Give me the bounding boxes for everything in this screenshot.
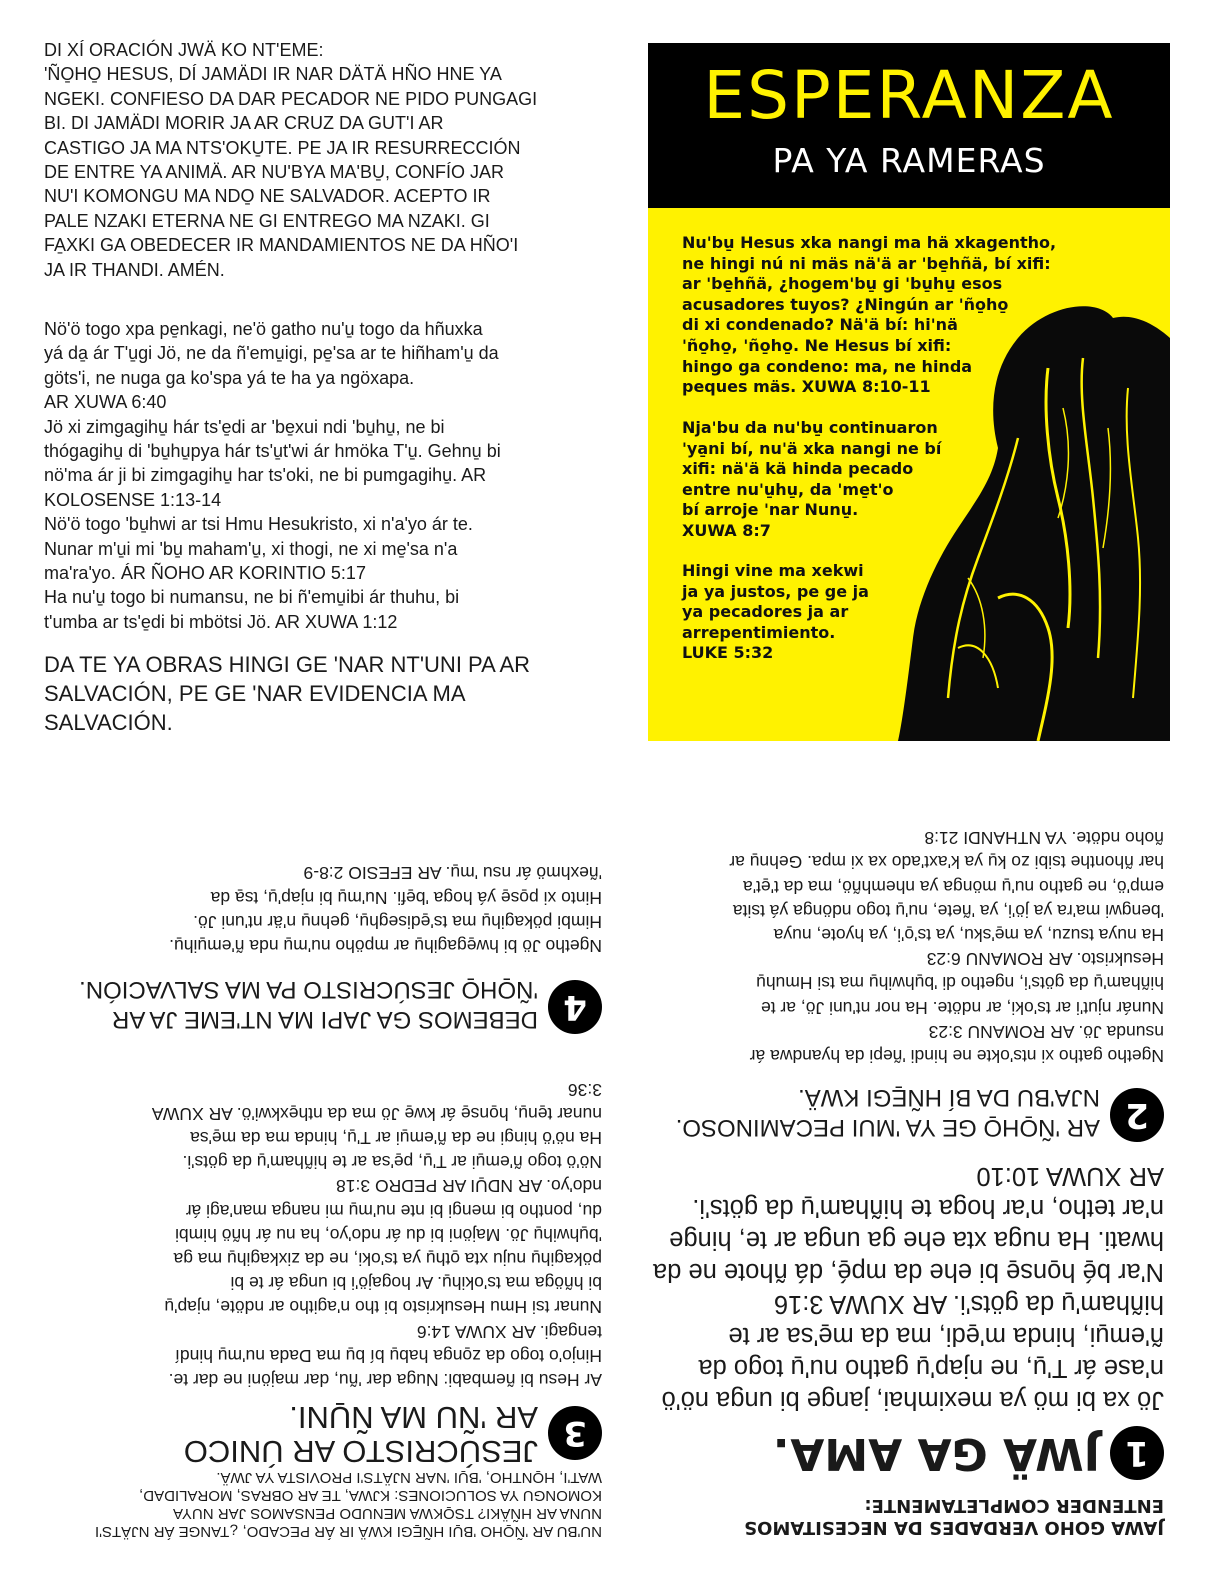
cover-panel [648,43,1170,741]
works-note: DA TE YA OBRAS HINGI GE 'NAR NT'UNI PA AR SALVACIÓN, PE GE 'NAR EVIDENCIA MA SALVACIÓN. [44,652,531,735]
cover-verse-john-8-10: Nu'bu̱ Hesus xka nangi ma hä xkagentho, ne hingi nú ni mäs nä'ä ar 'be̱hñä, bí xifi: ar 'be̱hñä, ¿hogem'bu̱ gi 'bu̱hu̱ esos acusadores tuyos? ¿Ningún ar 'ño̱ho̱ di xi condenado? Nä'ä bí: hi'nä 'ño̱ho̱, 'ño̱ho̱. Ne Hesus bí xifi: hingo ga condeno: ma, ne hinda peques mäs. XUWA 8:10-11 [682,233,1057,397]
truths-panel-1-2 [640,800,1176,1544]
step-1-title: JWÄ GA AMA. [772,1428,1100,1479]
step-1-number: 1 [1110,1426,1164,1480]
step-3-title: JESÚCRISTO AR ÚNICO AR 'ÑU MA ÑU̱NI. [183,1400,538,1469]
cover-header [648,43,1170,208]
step-3-number: 3 [548,1406,602,1460]
step-1-text: Jö xa bi mö ya meximhai, jange bi unga nö'ö n'ase ár T'u̱, ne njap'u̱ gatho nu'u̱ togo da ñ'emu̱i, hinda m'e̱di, ma da me̱'sa ar te hiñham'u̱ da göts'i. AR XUWA 3:16 N'ar bé̱ ho̱nse̱ bi ehe da mpé̱, dá ñhote ne da hwati. Ha nuga xta ehe ga unga ar te, hinge n'ar tetho, n'ar hoga te hiñham'u̱ da göts'i. AR XUWA 10:10 [653,1162,1164,1414]
truths-panel-3-4 [40,800,606,1544]
cover-verse-luke-5-32: Hingi vine ma xekwi ja ya justos, pe ge ja ya pecadores ja ar arrepentimiento. LUKE 5:32 [682,561,869,663]
cover-subtitle: PA YA RAMERAS [772,141,1046,180]
step-4-number: 4 [548,980,602,1034]
solutions-intro: NU'BU AR 'ÑO̱HO 'BU̱I HÑE̱GI KWÄ IR ÁR PECADO, ¿TANGE ÁR NJÄTS'I NUNA AR HÑÄKI? TSO̱KWA MENUDO PENSAMOS JAR NUYA KOMONGU YA SOLUCIONES: KJWA, TE AR OBRAS, MORALIDAD, WAT'I, HO̱NTHO, 'BU̱I 'NAR NJÄTS'I PROVISTA YA JWÄ. [94,1469,602,1540]
cover-title: ESPERANZA [703,57,1115,134]
salvation-prayer: DI XÍ ORACIÓN JWÄ KO NT'EME: 'ÑO̱HO̱ HESUS, DÍ JAMÄDI IR NAR DÄTÄ HÑO HNE YA NGEKI. CONFIESO DA DAR PECADOR NE PIDO PUNGAGI BI. DI JAMÄDI MORIR JA AR CRUZ DA GUT'I AR CASTIGO JA MA NTS'OKU̱TE. PE JA IR RESURRECCIÓN DE ENTRE YA ANIMÄ. AR NU'BYA MA'BU̱, CONFÍO JAR NU'I KOMONGU MA NDO̱ NE SALVADOR. ACEPTO IR PALE NZAKI ETERNA NE GI ENTREGO MA NZAKI. GI FA̱XKI GA OBEDECER IR MANDAMIENTOS NE DA HÑO'I JA IR THANDI. AMÉN. [44,40,538,280]
step-2-title: AR 'ÑO̱HO̱ GE YA 'MUI PECAMINOSO. NJA'BU DA BÍ HÑE̱GI KWÄ. [675,1084,1100,1141]
step-3-text: Ar Hesu bi ñembabi: Nuga dar 'ñu, dar majöni ne dar te. Hinjo'o togo da zo̱nga habu̱ bí bu̱ ma Dada nu'mu̱ hindí tengagi. AR XUWA 14:6 Nunar tsi Hmu Hesukristo bi tho n'agitho ar ndöte, njap'u̱ bi hñöga ma ts'okihu̱. Ar hogajö'i bi unga ár te bi pökagihu̱ nuju xta o̱thu̱ ya ts'oki, ne da zixkagihu̱ ma ga 'bu̱hwihu̱ Jö. Majöni bi du ár ndo'yo, ha nu ár hñö himbi du, pontho bi mengi bi nte nu'mu̱ mi nanga man'agi ár ndo'yo. AR NDU̱I AR PEDRO 3:18 Nö'ö togo ñ'emu̱i ar T'u̱, pe̱'sa ar te hiñham'u̱ da göts'i. Ha nö'ö hingi ne da ñ'emu̱i ar T'u̱, hinda ma da me̱'sa nunar te̱nu̱, ho̱nse̱ ár kwe̱ Jö ma da nthe̱xkwi'ö. AR XUWA 3:36 [151,1079,602,1390]
truths-header: JAWA GOHO VERDADES DA NECESITAMOS ENTENDER COMPLETAMENTE: [744,1495,1164,1538]
step-4-title: DEBEMOS GA JAPI MA NT'EME JA AR 'ÑO̱HO̱ JESÚCRISTO PA MA SALVACIÓN. [79,976,538,1033]
cover-verse-john-8-7: Nja'bu da nu'bu̱ continuaron 'ya̱ni bí, nu'ä xka nangi ne bí xifi: nä'ä kä hinda pecado entre nu'u̱hu̱, da 'me̱t'o bí arroje 'nar Nunu̱. XUWA 8:7 [682,418,942,540]
assurance-verses: Nö'ö togo xpa pe̱nkagi, ne'ö gatho nu'u̱ togo da hñuxka yá da̱ ár T'u̱gi Jö, ne da ñ'emu̱igi, pe̱'sa ar te hiñham'u̱ da göts'i, ne nuga ga ko'spa yá te ha ya ngöxapa. AR XUWA 6:40 Jö xi zimgagihu̱ hár ts'e̱di ar 'be̱xui ndi 'bu̱hu̱, ne bi thógagihu̱ di 'bu̱hu̱pya hár ts'u̱t'wi ár hmöka T'u̱. Gehnu̱ bi nö'ma ár ji bi zimgagihu̱ har ts'oki, ne bi pumgagihu̱. AR KOLOSENSE 1:13-14 Nö'ö togo 'bu̱hwi ar tsi Hmu Hesukristo, xi n'a'yo ár te. Nunar m'u̱i mi 'bu̱ maham'u̱, xi thogi, ne xi me̱'sa n'a ma'ra'yo. ÁR ÑOHO AR KORINTIO 5:17 Ha nu'u̱ togo bi numansu, ne bi ñ'emu̱ibi ár thuhu, bi t'umba ar ts'e̱di bi mbötsi Jö. AR XUWA 1:12 [44,319,501,632]
step-4-text: Ngetho Jö bi hwe̱gagihu̱ ar mpöho nu'mu̱ nda ñ'emu̱ihu̱. Himbi pökagihu̱ ma ts'e̱diseghu̱, gehnu̱ n'är nt'uni Jö. Hinto xi po̱se̱ yá hoga 'be̱fi. Nu'mu̱ bi njap'u̱, tsa̱ da 'ñexhmö ár nsu 'mu̱. AR EFESIO 2:8-9 [169,863,602,956]
step-2-number: 2 [1110,1088,1164,1142]
step-2-text: Ngetho gatho xi nts'okte ne hindi 'ñepi da hyandwa ár nsunda Jö. AR ROMANU 3:23 Nunár njut'i ar ts'oki, ar ndöte. Ha nor nt'uni Jö, ar te hiñham'u̱ da göts'i, ngetho di 'bu̱hwihu̱ ma tsi Hmuhu̱ Hesukristo. AR ROMANU 6:23 Ha nuya tsuzu, ya me̱'sku, ya ts'o̱'i, ya hyote, nuya 'bengwi ma'ra ya jö'i, ya 'ñete, nu'u̱ togo ndönga yá tsita emp'ö, ne gatho nu'u̱ mönga ya nhemhñö, ma da t'e̱t'a har ñhonthe tsibi zo ku̱ ya k'axt'ado xa xi mpa. Gehnu̱ ar ñoho ndöte. YA NTHANDI 21:8 [729,828,1164,1066]
